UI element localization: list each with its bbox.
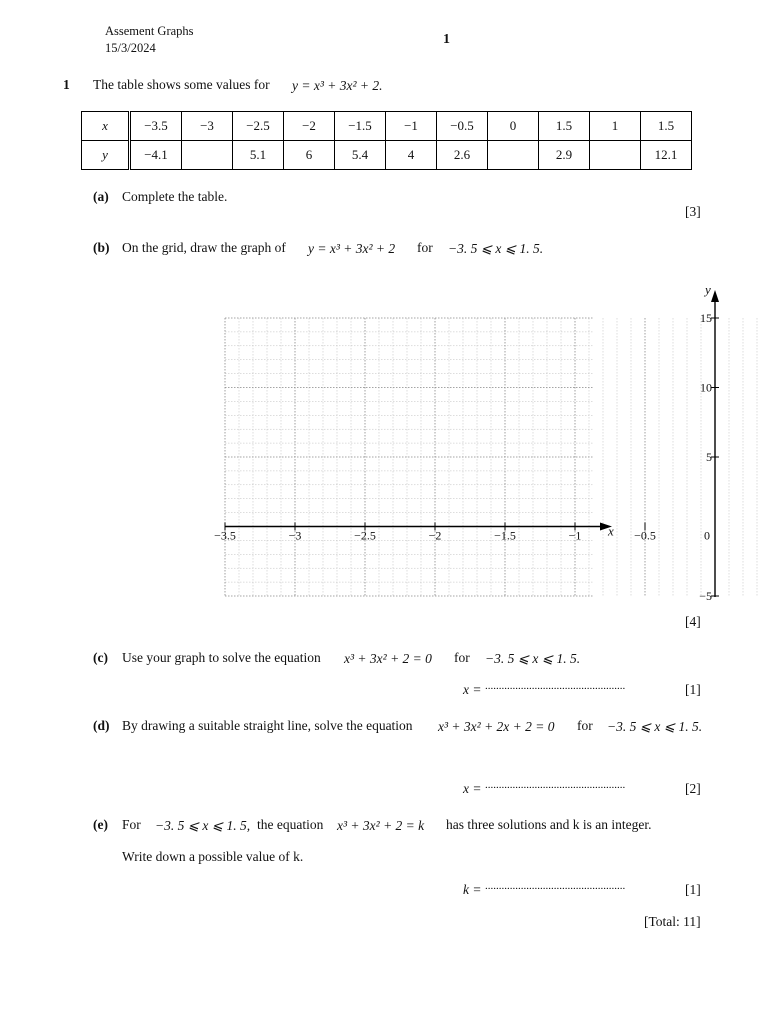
part-e-text-mid: the equation (257, 817, 324, 832)
part-e-answer-label: k = (463, 882, 482, 897)
table-cell-y: 6 (284, 141, 335, 170)
part-d-text: By drawing a suitable straight line, solve the equation (122, 718, 413, 733)
worksheet-title: Assement Graphs (105, 24, 194, 38)
part-d-answer-label: x = (463, 781, 482, 796)
table-cell-x: −2 (284, 112, 335, 141)
question-intro: The table shows some values for (93, 77, 270, 92)
part-c-text: Use your graph to solve the equation (122, 650, 321, 665)
part-c-domain: −3. 5 ⩽ x ⩽ 1. 5. (485, 651, 581, 666)
table-cell-x: −3.5 (130, 112, 182, 141)
part-c-label: (c) (93, 650, 108, 665)
table-cell-y: −4.1 (130, 141, 182, 170)
x-tick-label: −1 (568, 528, 582, 543)
part-d-answer-line[interactable]: ................................................... (485, 779, 626, 791)
table-cell-y: 4 (386, 141, 437, 170)
table-cell-y: 5.1 (233, 141, 284, 170)
part-a-text: Complete the table. (122, 189, 228, 204)
part-b-for: for (417, 240, 433, 255)
table-cell-x: −2.5 (233, 112, 284, 141)
part-d-equation: x³ + 3x² + 2x + 2 = 0 (438, 719, 555, 734)
y-tick-label: 5 (706, 450, 712, 464)
x-tick-label: −0.5 (634, 528, 656, 543)
part-d-domain: −3. 5 ⩽ x ⩽ 1. 5. (607, 719, 703, 734)
x-tick-label: −3.5 (214, 528, 236, 543)
table-cell-x: 1.5 (641, 112, 692, 141)
part-b-equation: y = x³ + 3x² + 2 (308, 241, 396, 256)
y-axis-arrow (711, 290, 719, 302)
table-cell-y: 12.1 (641, 141, 692, 170)
worksheet-date: 15/3/2024 (105, 41, 156, 55)
part-d-for: for (577, 718, 593, 733)
total-marks: [Total: 11] (644, 914, 701, 929)
part-d-label: (d) (93, 718, 110, 733)
table-cell-y: 2.9 (539, 141, 590, 170)
y-axis-label: y (705, 282, 711, 297)
part-e-marks: [1] (685, 882, 701, 897)
part-e-label: (e) (93, 817, 108, 832)
part-e-equation: x³ + 3x² + 2 = k (337, 818, 425, 833)
table-x-header: x (82, 112, 130, 141)
part-c-equation: x³ + 3x² + 2 = 0 (344, 651, 432, 666)
x-tick-label: −2.5 (354, 528, 376, 543)
table-cell-x: −0.5 (437, 112, 488, 141)
part-b-label: (b) (93, 240, 110, 255)
part-a-marks: [3] (685, 204, 701, 219)
page-number: 1 (443, 32, 450, 47)
table-cell-y: 5.4 (335, 141, 386, 170)
part-b-marks: [4] (685, 614, 701, 629)
y-tick-label: 10 (700, 380, 712, 395)
part-e-answer-line[interactable]: ................................................... (485, 880, 626, 892)
part-e-for: For (122, 817, 141, 832)
part-d-marks: [2] (685, 781, 701, 796)
x-tick-label: −3 (288, 528, 302, 543)
table-cell-y: 2.6 (437, 141, 488, 170)
table-cell-x: −1.5 (335, 112, 386, 141)
part-e-instruction: Write down a possible value of k. (122, 849, 304, 864)
table-cell-x: −1 (386, 112, 437, 141)
table-cell-x: 1 (590, 112, 641, 141)
x-axis-label: x (608, 523, 614, 539)
table-y-header: y (82, 141, 130, 170)
x-tick-label: −2 (428, 528, 442, 543)
x-tick-label: 0 (704, 528, 710, 543)
question-number: 1 (63, 77, 70, 92)
x-tick-label: −1.5 (494, 528, 516, 543)
part-b-text: On the grid, draw the graph of (122, 240, 286, 255)
part-c-answer-label: x = (463, 682, 482, 697)
table-cell-x: 1.5 (539, 112, 590, 141)
question-function: y = x³ + 3x² + 2. (292, 78, 383, 93)
part-c-answer-line[interactable]: ................................................... (485, 680, 626, 692)
y-tick-label: −5 (699, 589, 712, 603)
part-e-domain: −3. 5 ⩽ x ⩽ 1. 5, (155, 818, 251, 833)
part-e-text-end: has three solutions and k is an integer. (446, 817, 652, 832)
table-cell-x: −3 (182, 112, 233, 141)
part-c-for: for (454, 650, 470, 665)
part-c-marks: [1] (685, 682, 701, 697)
part-a-label: (a) (93, 189, 109, 204)
part-b-domain: −3. 5 ⩽ x ⩽ 1. 5. (448, 241, 544, 256)
y-tick-label: 15 (700, 311, 712, 325)
table-cell-x: 0 (488, 112, 539, 141)
